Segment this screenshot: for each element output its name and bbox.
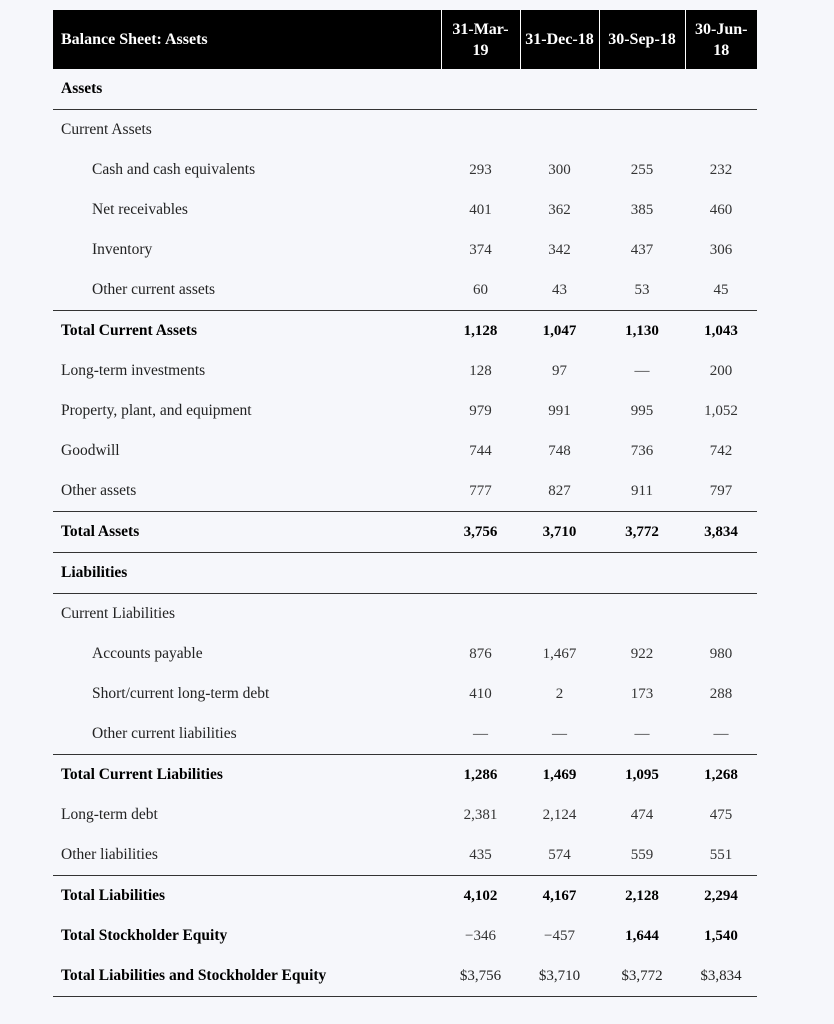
total-row-liabilities-and-equity <box>53 956 757 997</box>
row-value: 3,772 <box>599 512 685 553</box>
row-label: Accounts payable <box>92 645 203 662</box>
row-label: Total Current Liabilities <box>61 766 223 783</box>
row-value: 173 <box>630 685 654 702</box>
row-value: 2,294 <box>704 887 738 904</box>
table-header <box>53 10 757 69</box>
table-row <box>53 471 757 512</box>
row-value: 1,540 <box>704 927 738 944</box>
table-title: Balance Sheet: Assets <box>53 10 441 69</box>
total-row-stockholder-equity <box>53 916 757 956</box>
row-value: 1,268 <box>704 766 738 783</box>
table-row <box>53 150 757 190</box>
row-value: 475 <box>709 806 733 823</box>
total-row-assets <box>53 512 757 553</box>
row-value: 97 <box>552 362 567 379</box>
table-row <box>53 351 757 391</box>
table-row <box>53 634 757 674</box>
balance-sheet-table <box>53 10 757 997</box>
row-value: 43 <box>520 270 599 311</box>
column-header-q3-2018: 30-Sep-18 <box>599 10 685 69</box>
row-label: Current Liabilities <box>61 605 176 622</box>
row-value: 991 <box>548 402 571 419</box>
row-value <box>520 594 599 635</box>
row-value: 1,130 <box>625 322 659 339</box>
row-value: $3,756 <box>441 956 520 997</box>
row-value: — <box>685 714 757 755</box>
row-value: 53 <box>599 270 685 311</box>
row-value: 744 <box>469 442 492 459</box>
row-label: Inventory <box>92 241 153 258</box>
row-value: 1,467 <box>542 645 577 662</box>
row-value <box>685 110 757 151</box>
row-value <box>520 69 599 110</box>
row-value: 1,052 <box>704 402 738 419</box>
row-value <box>441 110 520 151</box>
table-row <box>53 230 757 270</box>
row-label: Other current liabilities <box>53 714 441 755</box>
row-value: 288 <box>709 685 733 702</box>
row-value: 1,095 <box>625 766 659 783</box>
row-value: 293 <box>469 161 492 178</box>
column-header-q4-2018: 31-Dec-18 <box>520 10 599 69</box>
row-label: Goodwill <box>61 442 120 459</box>
row-value: 460 <box>709 201 733 218</box>
row-value: 922 <box>630 645 654 662</box>
row-value <box>685 594 757 635</box>
row-label: Liabilities <box>53 553 441 594</box>
row-value: 342 <box>548 241 571 258</box>
row-label: Total Assets <box>53 512 441 553</box>
row-value: 2,381 <box>463 806 498 823</box>
row-label: Long-term debt <box>61 806 158 823</box>
row-value: 551 <box>685 835 757 876</box>
subsection-header-current-liabilities <box>53 594 757 635</box>
row-value: 911 <box>599 471 685 512</box>
row-value: $3,772 <box>599 956 685 997</box>
table-row <box>53 190 757 230</box>
table-row <box>53 431 757 471</box>
row-value: $3,834 <box>685 956 757 997</box>
header-row <box>53 10 757 69</box>
row-value: 1,128 <box>463 322 498 339</box>
table-row <box>53 835 757 876</box>
row-value <box>685 553 757 594</box>
section-header-liabilities <box>53 553 757 594</box>
row-value: 980 <box>709 645 733 662</box>
row-label: Total Current Assets <box>61 322 198 339</box>
row-label: Long-term investments <box>61 362 206 379</box>
row-value: — <box>634 362 650 379</box>
row-value: 1,469 <box>542 766 577 783</box>
row-value: 437 <box>630 241 654 258</box>
row-label: Net receivables <box>92 201 188 218</box>
row-label: Cash and cash equivalents <box>92 161 256 178</box>
row-value: 748 <box>548 442 571 459</box>
row-value: 979 <box>469 402 492 419</box>
row-value: 232 <box>709 161 733 178</box>
balance-sheet <box>53 10 757 997</box>
row-value: 374 <box>469 241 492 258</box>
table-row <box>53 674 757 714</box>
row-value: 385 <box>630 201 654 218</box>
row-label: Total Liabilities <box>61 887 166 904</box>
section-header-assets <box>53 69 757 110</box>
row-label: Other current assets <box>53 270 441 311</box>
row-value: 797 <box>685 471 757 512</box>
row-value: 474 <box>630 806 654 823</box>
row-value: 2,128 <box>625 887 659 904</box>
table-row <box>53 270 757 311</box>
row-label: Total Stockholder Equity <box>61 927 228 944</box>
row-label: Property, plant, and equipment <box>61 402 252 419</box>
row-value: 559 <box>599 835 685 876</box>
row-value <box>599 69 685 110</box>
row-value: 128 <box>469 362 492 379</box>
row-value: 736 <box>630 442 654 459</box>
row-value <box>441 594 520 635</box>
row-value: 1,047 <box>542 322 577 339</box>
table-row <box>53 795 757 835</box>
total-row-current-liabilities <box>53 755 757 796</box>
row-value: 362 <box>548 201 571 218</box>
row-value <box>685 69 757 110</box>
row-value: 876 <box>469 645 492 662</box>
row-value: 574 <box>520 835 599 876</box>
row-value: 995 <box>630 402 654 419</box>
table-row <box>53 714 757 755</box>
row-value: 3,710 <box>520 512 599 553</box>
column-header-q2-2018: 30-Jun-18 <box>685 10 757 69</box>
row-value <box>520 110 599 151</box>
row-value <box>441 553 520 594</box>
total-row-liabilities <box>53 876 757 917</box>
subsection-header-current-assets <box>53 110 757 151</box>
row-value <box>599 594 685 635</box>
row-value: 300 <box>548 161 571 178</box>
row-value: $3,710 <box>520 956 599 997</box>
row-label: Total Liabilities and Stockholder Equity <box>53 956 441 997</box>
row-value <box>520 553 599 594</box>
row-value <box>599 110 685 151</box>
row-label: Assets <box>53 69 441 110</box>
row-value: 3,834 <box>685 512 757 553</box>
row-value: — <box>599 714 685 755</box>
row-value: 1,286 <box>463 766 498 783</box>
row-value: 255 <box>630 161 654 178</box>
row-value: 200 <box>709 362 733 379</box>
row-value: 435 <box>441 835 520 876</box>
table-row <box>53 391 757 431</box>
row-value: 2,124 <box>542 806 577 823</box>
row-value <box>599 553 685 594</box>
row-label: Other assets <box>53 471 441 512</box>
row-value <box>441 69 520 110</box>
row-value: 827 <box>520 471 599 512</box>
row-value: — <box>520 714 599 755</box>
row-value: 306 <box>709 241 733 258</box>
row-label: Other liabilities <box>53 835 441 876</box>
row-value: 1,644 <box>625 927 659 944</box>
row-value: 2 <box>555 685 564 702</box>
column-header-q1-2019: 31-Mar-19 <box>441 10 520 69</box>
row-value: 401 <box>469 201 492 218</box>
total-row-current-assets <box>53 311 757 352</box>
row-value: 4,102 <box>463 887 498 904</box>
row-value: 45 <box>685 270 757 311</box>
row-value: 410 <box>469 685 492 702</box>
row-label: Short/current long-term debt <box>92 685 270 702</box>
row-value: 1,043 <box>704 322 738 339</box>
row-value: −346 <box>465 927 496 944</box>
row-value: 777 <box>441 471 520 512</box>
row-value: 742 <box>709 442 733 459</box>
row-value: 3,756 <box>441 512 520 553</box>
row-value: 60 <box>441 270 520 311</box>
row-value: — <box>441 714 520 755</box>
row-value: −457 <box>544 927 575 944</box>
row-label: Current Assets <box>61 121 152 138</box>
row-value: 4,167 <box>542 887 577 904</box>
